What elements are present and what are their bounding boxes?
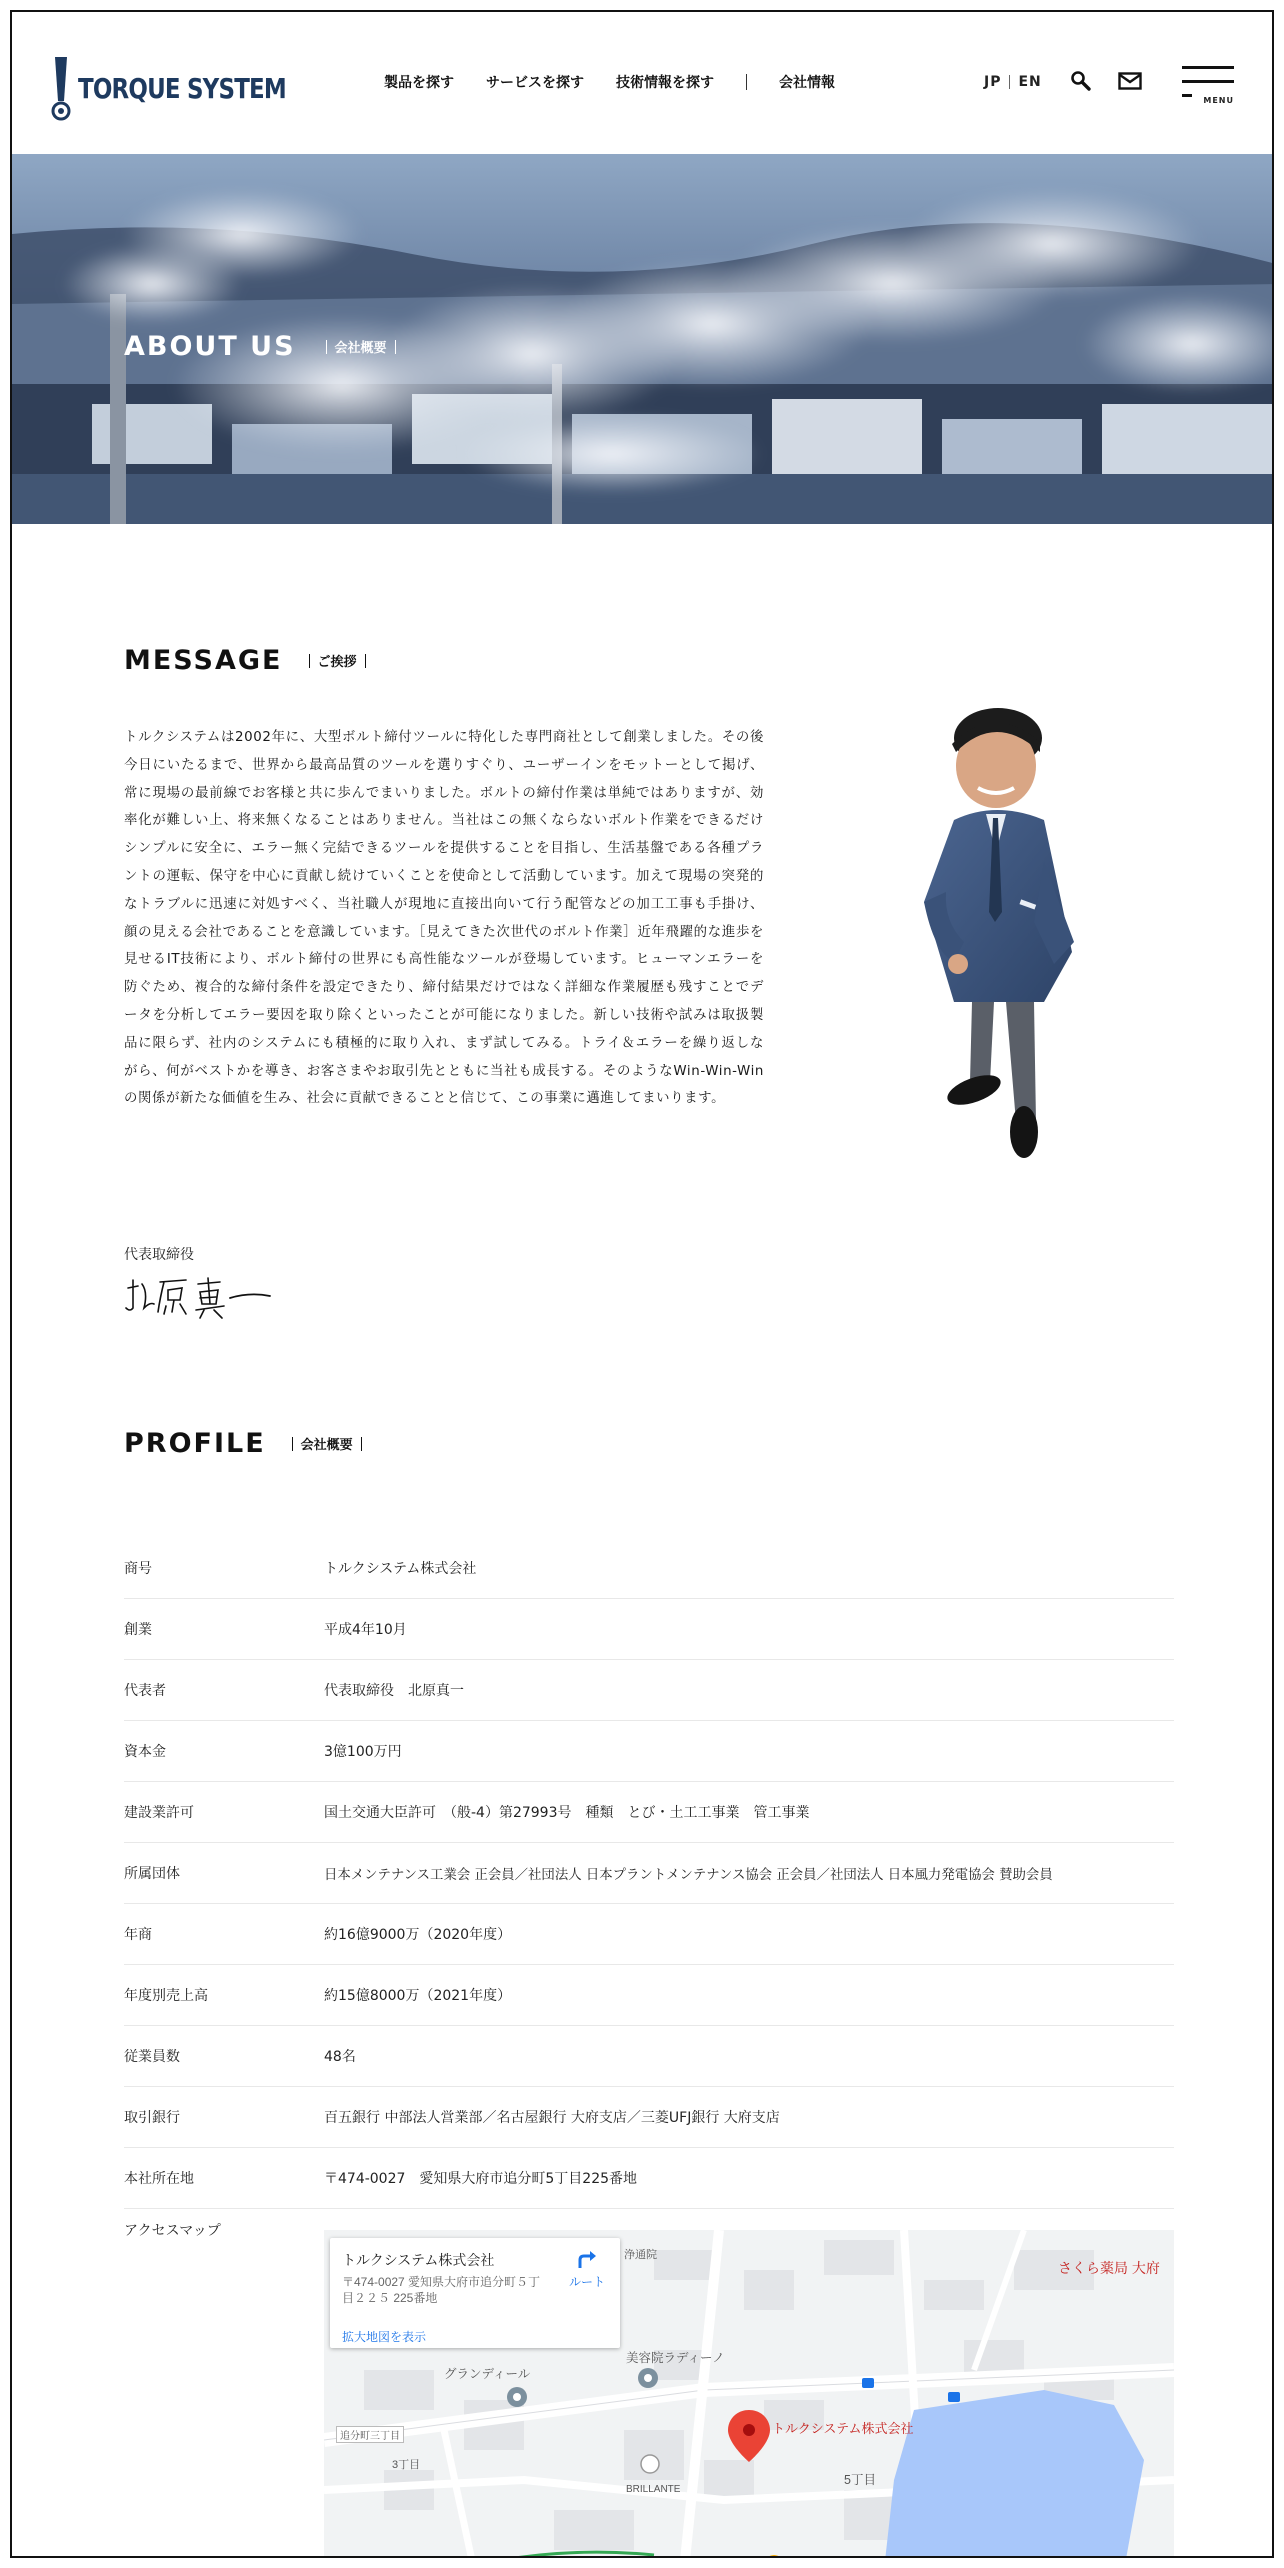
row-label: 建設業許可 <box>124 1805 194 1821</box>
map-label-chome5: 5丁目 <box>844 2473 876 2487</box>
language-switch <box>984 74 1042 90</box>
nav-products[interactable]: 製品を探す <box>384 75 454 91</box>
representative-title: 代表取締役 <box>124 1247 194 1263</box>
row-label: 本社所在地 <box>124 2171 194 2187</box>
mail-icon[interactable] <box>1118 72 1142 94</box>
ceo-portrait <box>894 702 1104 1162</box>
map-label-grandeel: グランディール <box>444 2367 531 2381</box>
row-value: 国土交通大臣許可 （般-4）第27993号 種類 とび・土工工事業 管工事業 <box>324 1805 810 1821</box>
row-label: 所属団体 <box>124 1866 180 1882</box>
row-value: 日本メンテナンス工業会 正会員／社団法人 日本プラントメンテナンス協会 正会員／社団法人 日本風力発電協会 賛助会員 <box>324 1867 1053 1883</box>
hamburger-bar <box>1182 80 1234 83</box>
map-label-jodo: 浄通院 <box>624 2249 657 2261</box>
nav-tech-info[interactable]: 技術情報を探す <box>616 75 714 91</box>
tick-mark <box>326 340 327 354</box>
logo-text: TORQUE SYSTEM <box>78 71 286 105</box>
row-value: 代表取締役 北原真一 <box>324 1683 464 1699</box>
nav-divider <box>746 74 747 90</box>
ceo-signature <box>124 1274 274 1324</box>
hero-banner <box>12 154 1272 524</box>
main-nav <box>384 72 867 92</box>
row-label: 従業員数 <box>124 2049 180 2065</box>
table-row <box>124 2026 1174 2087</box>
table-row <box>124 1721 1174 1782</box>
nav-company[interactable]: 会社情報 <box>779 75 835 91</box>
table-row <box>124 2148 1174 2209</box>
tick-mark <box>365 654 366 668</box>
hamburger-bar <box>1182 94 1192 97</box>
directions-icon <box>576 2248 598 2270</box>
hero-title-jp-text: 会社概要 <box>334 341 387 356</box>
row-value: 約16億9000万（2020年度） <box>324 1927 512 1943</box>
row-value: トルクシステム株式会社 <box>324 1561 477 1577</box>
google-map[interactable] <box>324 2230 1174 2558</box>
table-row <box>124 2087 1174 2148</box>
row-value: 百五銀行 中部法人営業部／名古屋銀行 大府支店／三菱UFJ銀行 大府支店 <box>324 2110 780 2126</box>
lang-separator <box>1009 75 1010 89</box>
pond-water <box>884 2390 1144 2558</box>
message-title-en: MESSAGE <box>124 645 283 676</box>
access-map-label: アクセスマップ <box>124 2223 221 2239</box>
logo-wrench-icon <box>50 55 72 121</box>
row-label: 資本金 <box>124 1744 166 1760</box>
map-label-oiwake: 追分町三丁目 <box>336 2426 404 2443</box>
tick-mark <box>309 654 310 668</box>
profile-title-jp <box>284 1434 370 1453</box>
lang-jp[interactable]: JP <box>984 74 1002 90</box>
tick-mark <box>361 1437 362 1451</box>
menu-button[interactable] <box>1182 64 1234 108</box>
profile-table <box>124 1538 1174 2209</box>
table-row <box>124 1904 1174 1965</box>
message-heading <box>124 645 374 676</box>
row-value: 48名 <box>324 2049 356 2065</box>
lang-en[interactable]: EN <box>1018 74 1042 90</box>
table-row <box>124 1965 1174 2026</box>
menu-label: MENU <box>1203 96 1234 105</box>
profile-title-jp-text: 会社概要 <box>300 1438 353 1453</box>
profile-title-en: PROFILE <box>124 1428 266 1459</box>
table-row <box>124 1782 1174 1843</box>
hamburger-icon <box>1182 66 1234 69</box>
row-label: 年商 <box>124 1927 152 1943</box>
row-label: 年度別売上高 <box>124 1988 208 2004</box>
map-card-address: 〒474-0027 愛知県大府市追分町５丁目２２５ 225番地 <box>342 2275 541 2305</box>
map-card-name: トルクシステム株式会社 <box>342 2252 495 2268</box>
table-row <box>124 1660 1174 1721</box>
map-label-pharmacy[interactable]: さくら薬局 大府 <box>1058 2260 1160 2276</box>
message-body: トルクシステムは2002年に、大型ボルト締付ツールに特化した専門商社として創業しました。その後今日にいたるまで、世界から最高品質のツールを選りすぐり、ユーザーインをモットーとして掲げ、常に現場の最前線でお客様と共に歩んでまいりました。ボルトの締付作業は単純ではありますが、効率化が難しい上、将来無くなることはありません。当社はこの無くならないボルト作業をできるだけシンプルに安全に、エラー無く完結できるツールを提供することを目指し、生活基盤である各種プラントの運転、保守を中心に貢献し続けていくことを使命として活動しています。加えて現場の突発的なトラブルに迅速に対処すべく、当社職人が現地に直接出向いて行う配管などの加工工事も手掛け、顔の見える会社であることを意識しています。［見えてきた次世代のボルト作業］近年飛躍的な進歩を見せるIT技術により、ボルト締付の世界にも高性能なツールが登場しています。ヒューマンエラーを防ぐため、複合的な締付条件を設定できたり、締付結果だけではなく詳細な作業履歴も残すことでデータを分析してエラー要因を取り除くといったことが可能になりました。新しい技術や試みは取扱製品に限らず、社内のシステムにも積極的に取り入れ、まず試してみる。トライ＆エラーを繰り返しながら、何がベストかを導き、お客さまやお取引先とともに当社も成長する。そのようなWin-Win-Winの関係が新たな価値を生み、社会に貢献できることと信じて、この事業に邁進してまいります。 <box>124 730 764 1107</box>
nav-services[interactable]: サービスを探す <box>486 75 584 91</box>
search-icon[interactable] <box>1070 70 1092 96</box>
row-value: 3億100万円 <box>324 1744 402 1760</box>
message-title-jp <box>301 651 374 670</box>
route-label: ルート <box>568 2275 605 2289</box>
hero-title <box>124 331 404 362</box>
map-label-biyoin: 美容院ラディーノ <box>626 2351 725 2365</box>
profile-heading <box>124 1428 370 1459</box>
row-label: 代表者 <box>124 1683 166 1699</box>
tick-mark <box>395 340 396 354</box>
map-label-company[interactable]: トルクシステム株式会社 <box>772 2421 914 2436</box>
tick-mark <box>292 1437 293 1451</box>
map-label-brillante: BRILLANTE <box>626 2484 681 2495</box>
hero-title-jp <box>318 337 404 356</box>
row-value: 約15億8000万（2021年度） <box>324 1988 512 2004</box>
row-label: 創業 <box>124 1622 152 1638</box>
message-title-jp-text: ご挨拶 <box>317 655 357 670</box>
map-label-chome3: 3丁目 <box>392 2459 421 2471</box>
table-row <box>124 1599 1174 1660</box>
larger-map-link[interactable]: 拡大地図を表示 <box>342 2330 427 2344</box>
row-value: 平成4年10月 <box>324 1622 407 1638</box>
row-label: 商号 <box>124 1561 152 1577</box>
table-row <box>124 1843 1174 1904</box>
route-button[interactable] <box>562 2248 612 2290</box>
row-label: 取引銀行 <box>124 2110 180 2126</box>
row-value: 〒474-0027 愛知県大府市追分町5丁目225番地 <box>324 2171 638 2187</box>
map-info-card <box>330 2238 620 2348</box>
table-row <box>124 1538 1174 1599</box>
site-header <box>12 12 1272 154</box>
logo[interactable] <box>50 52 286 124</box>
hero-title-en: ABOUT US <box>124 331 296 362</box>
page-frame <box>10 10 1274 2558</box>
